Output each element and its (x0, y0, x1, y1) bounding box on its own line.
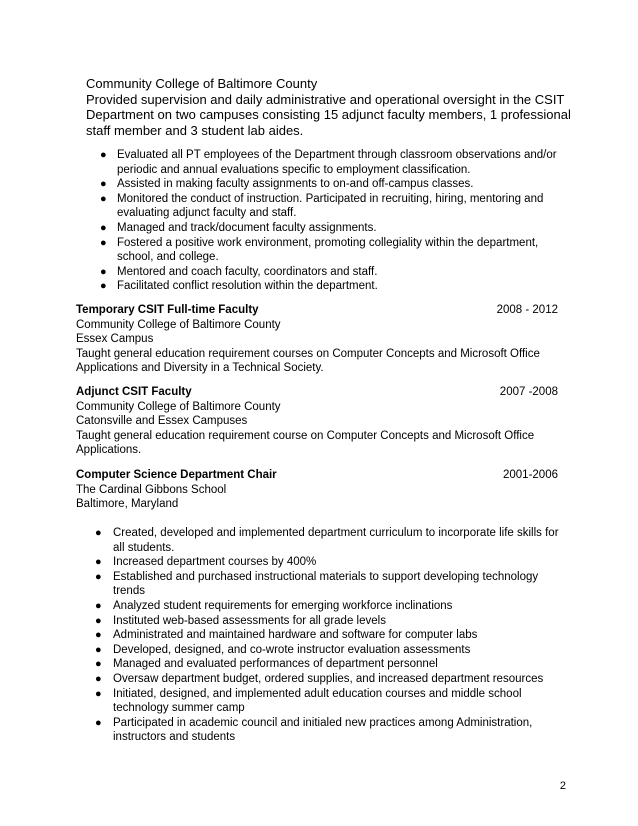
list-item-text: Analyzed student requirements for emerging workforce inclinations (113, 599, 453, 612)
job-title: Adjunct CSIT Faculty (76, 386, 192, 398)
job-description: Taught general education requirement courses on Computer Concepts and Microsoft Office Applications and Diversity in a Technical Society. (76, 347, 540, 375)
list-item (95, 628, 565, 643)
list-item-text: Oversaw department budget, ordered supplies, and increased department resources (113, 672, 544, 685)
list-item (95, 716, 565, 745)
job-location: Essex Campus (76, 333, 154, 346)
list-item-text: Assisted in making faculty assignments to on-and off-campus classes. (117, 178, 474, 191)
bullet-icon: ● (95, 527, 102, 539)
list-item-text: Administrated and maintained hardware and software for computer labs (113, 629, 478, 642)
bullet-icon: ● (100, 178, 107, 191)
intro-line: Provided supervision and daily administrative and operational oversight in the CSIT (86, 91, 565, 107)
bullet-icon: ● (95, 716, 102, 729)
list-item-text: Managed and track/document faculty assignments. (117, 221, 377, 234)
list-item-text: Increased department courses by 400% (113, 556, 317, 569)
list-item (95, 672, 565, 687)
list-item (100, 177, 565, 192)
job-years: 2001-2006 (503, 469, 558, 481)
job-years: 2008 - 2012 (496, 304, 558, 316)
bullet-icon: ● (100, 265, 107, 278)
job-entry-temporary-faculty (76, 303, 566, 376)
job-location: Catonsville and Essex Campuses (76, 415, 248, 428)
list-item (95, 657, 565, 672)
list-item (95, 570, 565, 599)
intro-org: Community College of Baltimore County (86, 76, 318, 91)
bullet-icon: ● (95, 658, 102, 671)
job-location: Baltimore, Maryland (76, 498, 179, 511)
bullet-icon: ● (100, 280, 107, 293)
bullet-icon: ● (95, 556, 102, 569)
list-item (95, 614, 565, 629)
job-header (76, 303, 566, 318)
chair-duties-list (100, 148, 565, 294)
list-item (100, 236, 565, 265)
list-item (95, 599, 565, 614)
bullet-icon: ● (95, 687, 102, 700)
list-item (95, 555, 565, 570)
list-item (100, 265, 565, 280)
list-item (95, 687, 565, 716)
job-entry-adjunct-faculty (76, 385, 566, 458)
bullet-icon: ● (100, 192, 107, 205)
list-item-text: Managed and evaluated performances of department personnel (113, 658, 438, 671)
list-item (100, 279, 565, 294)
job-title: Temporary CSIT Full-time Faculty (76, 304, 259, 316)
job-org: The Cardinal Gibbons School (76, 483, 227, 496)
list-item-text: Evaluated all PT employees of the Department through classroom observations and/or periodic and annual evaluations specific to employment classification. (117, 149, 557, 176)
bullet-icon: ● (95, 672, 102, 685)
list-item-text: Created, developed and implemented department curriculum to incorporate life skills for all students. (113, 527, 559, 554)
list-item-text: Facilitated conflict resolution within the department. (117, 280, 378, 293)
list-item-text: Monitored the conduct of instruction. Participated in recruiting, hiring, mentoring and evaluating adjunct faculty and staff. (117, 192, 544, 220)
job-entry-department-chair (76, 468, 566, 512)
list-item (100, 192, 565, 221)
list-item-text: Participated in academic council and initialed new practices among Administration, instructors and students (113, 716, 533, 744)
job-description: Taught general education requirement course on Computer Concepts and Microsoft Office Applications. (76, 429, 535, 457)
bullet-icon: ● (100, 149, 107, 161)
list-item (100, 221, 565, 236)
list-item-text: Fostered a positive work environment, promoting collegiality within the department, school, and college. (117, 236, 539, 264)
bullet-icon: ● (95, 599, 102, 612)
bullet-icon: ● (95, 570, 102, 583)
list-item (95, 643, 565, 658)
bullet-icon: ● (95, 614, 102, 627)
job-years: 2007 -2008 (499, 386, 558, 398)
intro-block (86, 76, 571, 138)
list-item (95, 526, 565, 555)
intro-line: Department on two campuses consisting 15 adjunct faculty members, 1 professional (86, 107, 571, 122)
list-item (100, 148, 565, 177)
cardinal-duties-list (95, 526, 565, 745)
page-number: 2 (559, 780, 566, 792)
job-header (76, 385, 566, 400)
bullet-icon: ● (100, 221, 107, 234)
bullet-icon: ● (100, 236, 107, 249)
job-title: Computer Science Department Chair (76, 469, 277, 481)
list-item-text: Developed, designed, and co-wrote instructor evaluation assessments (113, 643, 471, 656)
list-item-text: Mentored and coach faculty, coordinators and staff. (117, 265, 378, 278)
job-org: Community College of Baltimore County (76, 318, 281, 331)
intro-line: staff member and 3 student lab aides. (86, 122, 304, 138)
list-item-text: Initiated, designed, and implemented adult education courses and middle school technology summer camp (113, 687, 522, 715)
bullet-icon: ● (95, 629, 102, 642)
list-item-text: Instituted web-based assessments for all grade levels (113, 614, 386, 627)
list-item-text: Established and purchased instructional materials to support developing technology trends (113, 570, 539, 598)
job-org: Community College of Baltimore County (76, 400, 281, 413)
job-header (76, 468, 566, 483)
bullet-icon: ● (95, 643, 102, 656)
